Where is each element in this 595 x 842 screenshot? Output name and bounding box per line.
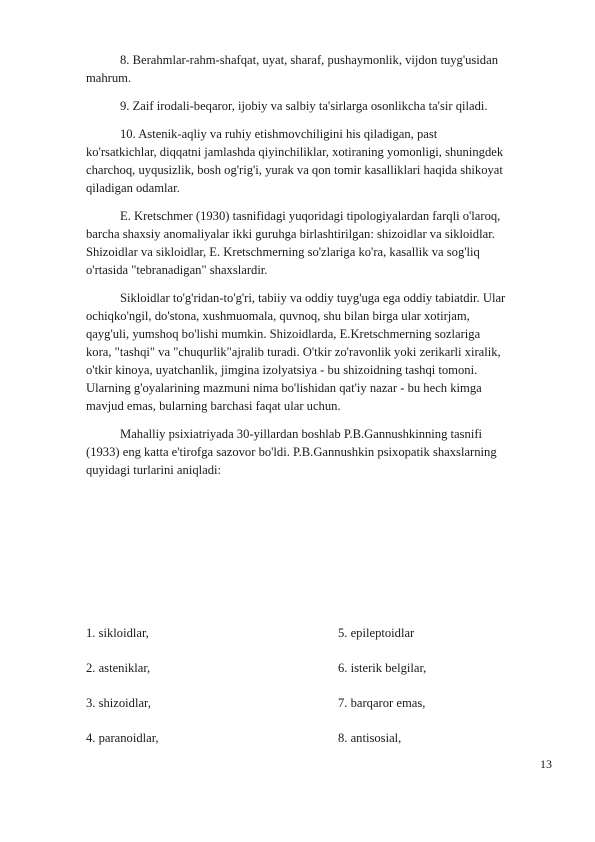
paragraph	[86, 51, 552, 87]
list-row	[86, 659, 552, 677]
paragraph	[86, 97, 552, 115]
text-line: Mahalliy psixiatriyada 30-yillardan boshlab P.B.Gannushkinning tasnifi	[120, 427, 483, 441]
list-item: 4. paranoidlar,	[86, 731, 159, 745]
page-number: 13	[540, 757, 552, 771]
list-item: 3. shizoidlar,	[86, 696, 151, 710]
text-line: (1933) eng katta e'tirofga sazovor bo'ldi. P.B.Gannushkin psixopatik shaxslarning	[86, 445, 497, 459]
text-line: 10. Astenik-aqliy va ruhiy etishmovchiligini his qiladigan, past	[120, 127, 438, 141]
paragraph	[86, 289, 552, 415]
text-line: qayg'uli, yumshoq bo'lishi mumkin. Shizoidlarda, E.Kretschmerning sozlariga	[86, 327, 481, 341]
paragraph	[86, 125, 552, 197]
list-item: 8. antisosial,	[338, 731, 402, 745]
paragraph	[86, 207, 552, 279]
text-line: ochiqko'ngil, do'stona, xushmuomala, quvnoq, shu bilan birga ular xotirjam,	[86, 309, 470, 323]
text-line: ko'rsatkichlar, diqqatni jamlashda qiyinchiliklar, xotiraning yomonligi, shuningdek	[86, 145, 504, 159]
list-row	[86, 694, 552, 712]
list-item: 5. epileptoidlar	[338, 626, 415, 640]
text-line: o'rtasida "tebranadigan" shaxslardir.	[86, 263, 268, 277]
text-line: mavjud emas, bularning barchasi faqat ular uchun.	[86, 399, 341, 413]
text-line: charchoq, uyqusizlik, bosh og'rig'i, yurak va qon tomir kasalliklari haqida shikoyat	[86, 163, 503, 177]
text-line: qiladigan odamlar.	[86, 181, 180, 195]
list-row	[86, 729, 552, 747]
text-line: E. Kretschmer (1930) tasnifidagi yuqoridagi tipologiyalardan farqli o'laroq,	[120, 209, 501, 223]
types-list	[86, 624, 552, 764]
list-row	[86, 624, 552, 642]
list-item: 1. sikloidlar,	[86, 626, 149, 640]
text-line: Sikloidlar to'g'ridan-to'g'ri, tabiiy va oddiy tuyg'uga ega oddiy tabiatdir. Ular	[120, 291, 506, 305]
list-item: 2. asteniklar,	[86, 661, 151, 675]
text-line: barcha shaxsiy anomaliyalar ikki guruhga birlashtirilgan: shizoidlar va sikloidlar.	[86, 227, 495, 241]
text-line: Ularning g'oyalarining mazmuni nima bo'lishidan qat'iy nazar - bu hech kimga	[86, 381, 482, 395]
text-line: o'tkir kinoya, uyatchanlik, jimgina izolyatsiya - bu shizoidning tashqi tomoni.	[86, 363, 478, 377]
paragraph	[86, 425, 552, 479]
text-line: 8. Berahmlar-rahm-shafqat, uyat, sharaf, pushaymonlik, vijdon tuyg'usidan	[120, 53, 498, 67]
list-item: 6. isterik belgilar,	[338, 661, 427, 675]
document-body	[86, 51, 552, 479]
text-line: kora, "tashqi" va "chuqurlik"ajralib turadi. O'tkir zo'ravonlik yoki zerikarli xiralik,	[86, 345, 501, 359]
text-line: Shizoidlar va sikloidlar, E. Kretschmerning so'zlariga ko'ra, kasallik va sog'liq	[86, 245, 480, 259]
text-line: 9. Zaif irodali-beqaror, ijobiy va salbiy ta'sirlarga osonlikcha ta'sir qiladi.	[120, 99, 488, 113]
text-line: quyidagi turlarini aniqladi:	[86, 463, 222, 477]
text-line: mahrum.	[86, 71, 132, 85]
list-item: 7. barqaror emas,	[338, 696, 426, 710]
